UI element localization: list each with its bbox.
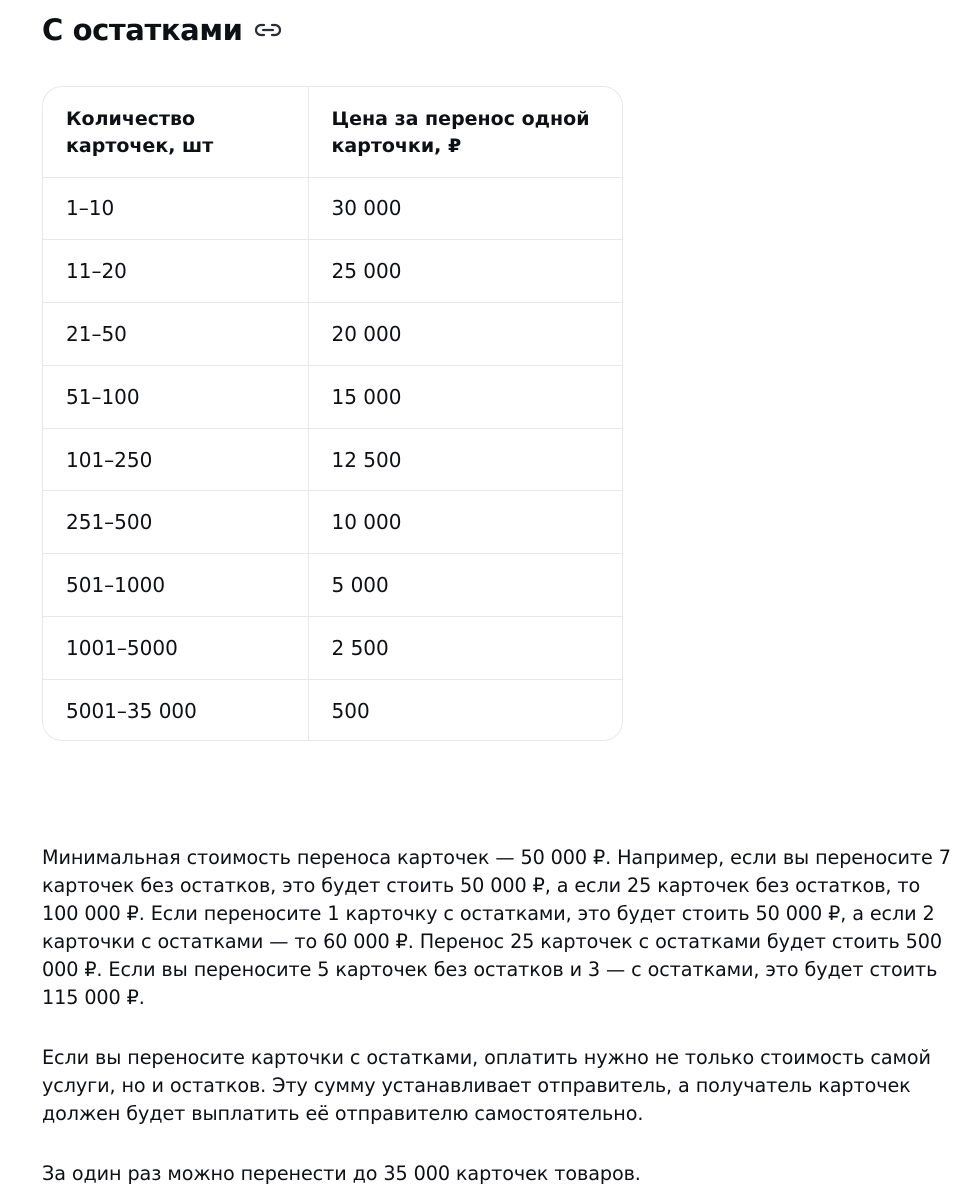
min-cost-paragraph: Минимальная стоимость переноса карточек — 50 000 ₽. Например, если вы переносите 7 карточек без остатков, это будет стоить 50 000 ₽, а если 25 карточек без остатков, то 100 000 ₽. Если переносите 1 карточку с остатками, это будет стоить 50 000 ₽, а если 2 карточки с остатками — то 60 000 ₽. Перенос 25 карточек с остатками будет стоить 500 000 ₽. Если вы переносите 5 карточек без остатков и 3 — с остатками, это будет стоить 115 000 ₽.	[42, 846, 951, 1009]
cell-price: 20 000	[308, 303, 622, 366]
cell-price: 500	[331, 699, 370, 724]
table-header-row	[43, 87, 622, 177]
cell-card-range: 1001–5000	[43, 617, 308, 680]
cell-card-range: 51–100	[43, 365, 308, 428]
table-row	[43, 365, 622, 428]
cell-price: 25 000	[308, 240, 622, 303]
cell-card-range: 11–20	[43, 240, 308, 303]
header-card-count: Количество карточек, шт	[43, 87, 308, 177]
table-row	[43, 177, 622, 240]
table-row	[43, 428, 622, 491]
cell-price: 10 000	[308, 491, 622, 554]
table-row	[43, 491, 622, 554]
table-row	[43, 303, 622, 366]
cell-card-range: 5001–35 000	[43, 679, 308, 741]
max-cards-paragraph: За один раз можно перенести до 35 000 карточек товаров.	[42, 1162, 641, 1185]
cell-card-range: 21–50	[43, 303, 308, 366]
cell-price: 30 000	[308, 177, 622, 240]
cell-card-range: 501–1000	[43, 554, 308, 617]
stock-payment-paragraph: Если вы переносите карточки с остатками, оплатить нужно не только стоимость самой услуги, но и остатков. Эту сумму устанавливает отправитель, а получатель карточек должен будет выплатить её отправителю самостоятельно.	[42, 1046, 931, 1125]
cell-price: 15 000	[308, 365, 622, 428]
price-table	[43, 87, 622, 741]
cell-price: 2 500	[308, 617, 622, 680]
table-row	[43, 679, 622, 741]
table-row	[43, 617, 622, 680]
cell-card-range: 251–500	[43, 491, 308, 554]
cell-card-range: 101–250	[43, 428, 308, 491]
table-row	[43, 240, 622, 303]
header-price-per-card: Цена за перенос одной карточки, ₽	[308, 87, 622, 177]
price-table-card	[42, 86, 623, 741]
cell-card-range: 1–10	[43, 177, 308, 240]
table-row	[43, 554, 622, 617]
section-title: С остатками	[42, 13, 243, 47]
cell-price: 12 500	[308, 428, 622, 491]
cell-price: 5 000	[308, 554, 622, 617]
section-heading	[42, 8, 283, 52]
link-icon[interactable]	[253, 20, 283, 40]
